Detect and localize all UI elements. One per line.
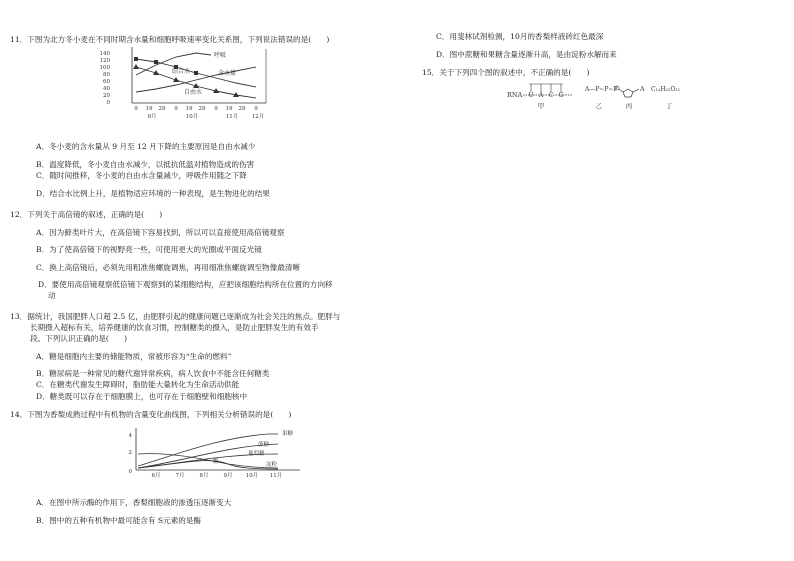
q14-option-a: A．在图中所示酶的作用下，香梨细胞液的渗透压逐渐变大 (36, 498, 232, 507)
q11-stem: 11．下图为北方冬小麦在不同时期含水量和细胞呼吸速率变化关系图，下列说法错误的是( ) (10, 35, 330, 44)
q14-curve-enzyme (138, 461, 278, 469)
q12-option-c: C．换上高倍镜后，必须先用粗准焦螺旋调焦，再用细准焦螺旋调至物像最清晰 (36, 263, 300, 272)
q13-stem-line1: 13．据统计，我国肥胖人口超 2.5 亿，由肥胖引起的健康问题已逐渐成为社会关注的焦点。肥胖与 (10, 312, 341, 321)
q11-xtick: 19 (225, 106, 233, 112)
q11-xtick: 19 (145, 106, 153, 112)
q14-ytick: 4 (128, 433, 132, 439)
q13-option-d: D．糖类既可以存在于细胞膜上，也可存在于细胞壁和细胞核中 (36, 392, 248, 401)
q11-option-d: D．结合水比例上升，是植物适应环境的一种表现，是生物进化的结果 (36, 189, 270, 198)
q13-option-a: A．糖是细胞内主要的储能物质，常被形容为“生命的燃料” (36, 352, 232, 361)
q13-option-b: B．糖尿病是一种常见的糖代谢异常疾病，病人饮食中不能含任何糖类 (36, 369, 270, 378)
q11-ytick: 20 (103, 93, 110, 99)
q15-rna-label: RNA (507, 91, 523, 99)
q11-xtick: 9 (134, 106, 138, 112)
q11-xtick: 29 (198, 106, 206, 112)
q12-stem: 12．下列关于高倍镜的叙述，正确的是( ) (10, 210, 163, 219)
q14-label-glucose: 葡萄糖 (248, 451, 265, 457)
q11-ytick: 40 (103, 86, 110, 92)
q11-month: 12月 (251, 114, 265, 120)
q14-ytick: 2 (128, 450, 132, 456)
q13-option-c: C．在糖类代谢发生障碍时，脂肪能大量转化为生命活动供能 (36, 380, 240, 389)
q12-option-d: D．要使用高倍镜观察低倍镜下观察到的某细胞结构，应把该细胞结构所在位置的方向移 (38, 280, 333, 289)
q11-xtick: 29 (238, 106, 246, 112)
q15-label-bing: 丙 (625, 102, 633, 110)
q14-xtick: 9月 (223, 473, 233, 478)
q15-figures (505, 80, 695, 110)
q14-label-sucrose: 蔗糖 (258, 442, 270, 448)
q11-ytick: 80 (103, 72, 110, 78)
q11-ytick: 60 (103, 79, 110, 85)
q15-stem: 15．关于下列四个图的叙述中，不正确的是( ) (422, 68, 590, 77)
q12-option-b: B．为了使高倍镜下的视野亮一些，可使用更大的光圈或平面反光镜 (36, 245, 262, 254)
q13-stem-line3: 段。下列认识正确的是( ) (30, 334, 128, 343)
q14-option-d: D．图中蔗糖和果糖含量逐渐升高，是由淀粉水解而来 (436, 50, 617, 59)
q15-label-ding: 丁 (665, 102, 673, 110)
q11-label-respiration: 呼吸 (214, 52, 227, 59)
q11-label-total: 含水量 (218, 70, 237, 77)
q11-option-c: C．随时间推移，冬小麦的自由水含量减少，呼吸作用随之下降 (36, 171, 247, 180)
q11-ytick: 120 (99, 58, 110, 64)
q11-ytick: 140 (99, 51, 110, 57)
q14-stem: 14．下图为香梨成熟过程中有机物的含量变化曲线图，下列相关分析错误的是( ) (10, 410, 292, 419)
q14-xtick: 6月 (151, 473, 161, 478)
q15-a-label: A (640, 86, 645, 93)
q13-stem-line2: 长期摄入超标有关，培养健康的饮食习惯，控制糖类的摄入，是防止肥胖发生的有效手 (30, 323, 319, 332)
q11-month: 9月 (147, 114, 157, 120)
q12-option-a: A．因为藓类叶片大，在高倍镜下容易找到，所以可以直接使用高倍镜观察 (36, 228, 285, 237)
q11-xtick: 9 (254, 106, 258, 112)
q11-option-a: A．冬小麦的含水量从 9 月至 12 月下降的主要原因是自由水减少 (36, 142, 256, 151)
q14-label-fructose: 果糖 (282, 431, 294, 437)
q14-option-b: B．图中的五种有机物中最可能含有 S元素的是酶 (36, 516, 202, 525)
q14-xtick: 11月 (269, 473, 283, 478)
q15-base: C (548, 92, 554, 99)
q15-label-yi: 乙 (595, 102, 603, 110)
q14-option-c: C．用斐林试剂检测，10月的香梨样液砖红色最深 (436, 32, 604, 41)
q15-label-jia: 甲 (537, 102, 545, 110)
q11-label-bound: 结合水 (172, 68, 191, 75)
q11-month: 11月 (225, 114, 239, 120)
q14-ytick: 0 (128, 469, 132, 475)
q11-chart (96, 45, 276, 120)
q14-xtick: 10月 (245, 473, 259, 478)
q11-month: 10月 (185, 114, 199, 120)
q15-atp: A—P~P~P (585, 86, 618, 93)
q15-sugar: C₁₂H₂₂O₁₁ (651, 86, 681, 93)
q12-option-d-cont: 动 (48, 291, 56, 300)
q11-xtick: 9 (214, 106, 218, 112)
q15-base: A (538, 92, 544, 99)
q11-ytick: 100 (99, 65, 110, 71)
q11-option-b: B．温度降低，冬小麦自由水减少，以抵抗低温对植物造成的伤害 (36, 160, 255, 169)
q14-curve-fructose (138, 434, 278, 466)
q14-label-starch: 淀粉 (266, 462, 278, 468)
q15-base: U (528, 92, 534, 99)
q14-chart (118, 424, 308, 478)
q14-xtick: 7月 (175, 473, 185, 478)
q11-label-free: 自由水 (184, 89, 203, 96)
q14-label-enzyme: 酶 (213, 459, 219, 465)
q11-xtick: 19 (185, 106, 193, 112)
q11-xtick: 29 (158, 106, 166, 112)
q11-ytick: 0 (106, 100, 110, 106)
q14-xtick: 8月 (199, 473, 209, 478)
q11-xtick: 9 (174, 106, 178, 112)
q15-base: G (558, 92, 564, 99)
